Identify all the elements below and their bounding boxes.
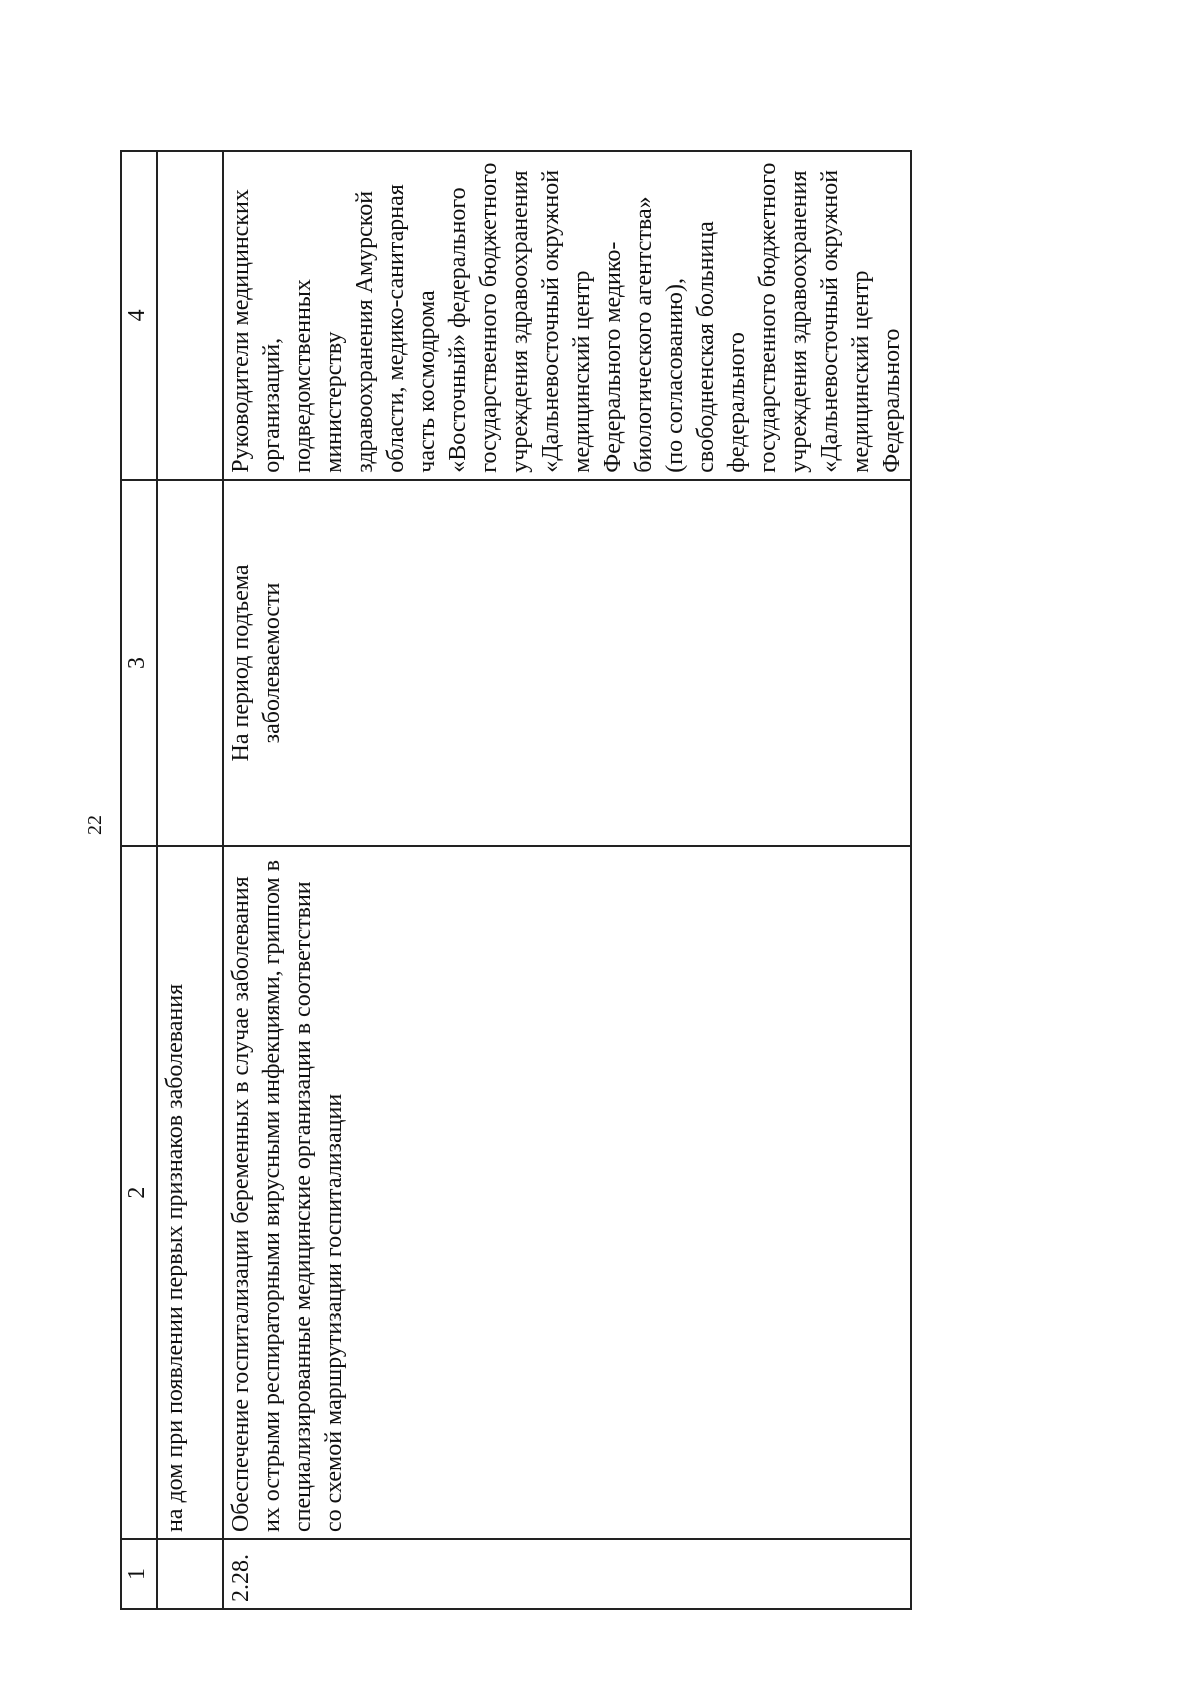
table-row — [157, 151, 223, 1609]
table-row — [223, 151, 911, 1609]
measures-table — [120, 150, 912, 1610]
header-col-2: 2 — [121, 846, 157, 1539]
table-container — [120, 150, 1080, 1610]
row-period — [157, 480, 223, 847]
header-col-1: 1 — [121, 1539, 157, 1609]
header-col-4: 4 — [121, 151, 157, 480]
row-period: На период подъема заболеваемости — [223, 480, 911, 847]
header-col-3: 3 — [121, 480, 157, 847]
page-number: 22 — [84, 815, 106, 835]
row-text: на дом при появлении первых признаков заболевания — [157, 846, 223, 1539]
row-number: 2.28. — [223, 1539, 911, 1609]
row-responsible: Руководители медицинских организаций, подведомственных министерству здравоохранения Амурской области, медико-санитарная часть космодрома «Восточный» федерального государственного бюджетного учреждения здравоохранения «Дальневосточный окружной медицинский центр Федерального медико-биологического агентства» (по согласованию), свободненская больница федерального государственного бюджетного учреждения здравоохранения «Дальневосточный окружной медицинский центр Федерального — [223, 151, 911, 480]
row-number — [157, 1539, 223, 1609]
table-header-row — [121, 151, 157, 1609]
row-text: Обеспечение госпитализации беременных в случае заболевания их острыми респираторными вирусными инфекциями, гриппом в специализированные медицинские организации в соответствии со схемой маршрутизации госпитализации — [223, 846, 911, 1539]
row-responsible — [157, 151, 223, 480]
